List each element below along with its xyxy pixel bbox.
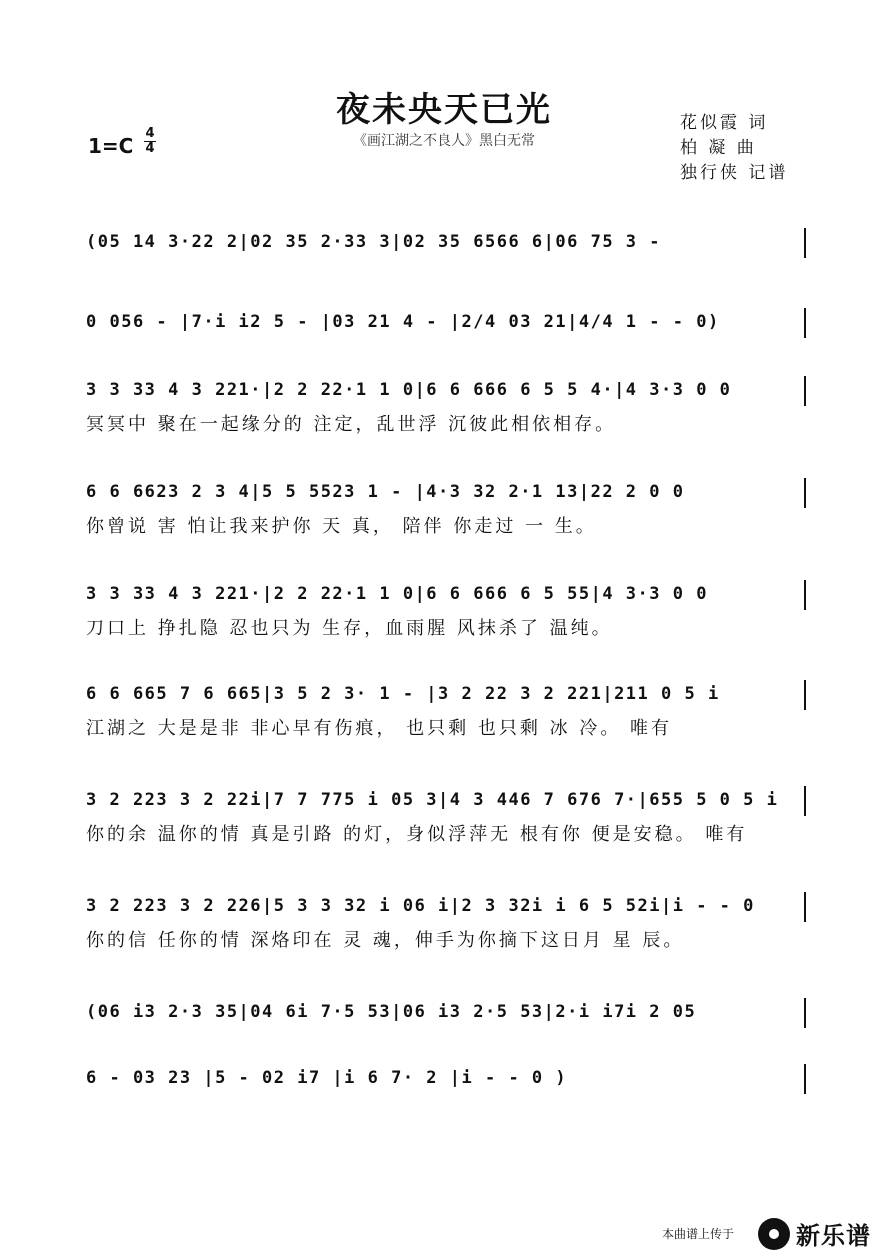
time-signature-bottom: 4 — [145, 141, 155, 156]
notation-line: 3 3 33 4 3 221·|2 2 22·1 1 0|6 6 666 6 5 55|4 3·3 0 0 — [86, 584, 708, 604]
site-name: 新乐谱 — [796, 1222, 871, 1250]
notation-line: 6 6 665 7 6 665|3 5 2 3· 1 - |3 2 22 3 2 221|211 0 5 i — [86, 684, 720, 704]
notation-line: 3 3 33 4 3 221·|2 2 22·1 1 0|6 6 666 6 5 5 4·|4 3·3 0 0 — [86, 380, 732, 400]
lyrics-line: 你的信 任你的情 深烙印在 灵 魂，伸手为你摘下这日月 星 辰。 — [86, 930, 685, 951]
credit-transcriber: 独行侠 记谱 — [680, 163, 789, 183]
lyrics-line: 江湖之 大是是非 非心早有伤痕， 也只剩 也只剩 冰 冷。 唯有 — [86, 718, 673, 739]
page-subtitle: 《画江湖之不良人》黑白无常 — [353, 133, 535, 149]
barline — [804, 892, 806, 922]
key-signature: 1=C — [88, 134, 134, 158]
lyrics-line: 你曾说 害 怕让我来护你 天 真， 陪伴 你走过 一 生。 — [86, 516, 597, 537]
notation-line: 3 2 223 3 2 22i|7 7 775 i 05 3|4 3 446 7 676 7·|655 5 0 5 i — [86, 790, 779, 810]
page-title: 夜未央天已光 — [336, 90, 552, 130]
barline — [804, 998, 806, 1028]
barline — [804, 786, 806, 816]
barline — [804, 580, 806, 610]
notation-line: 6 - 03 23 |5 - 02 i7 |i 6 7· 2 |i - - 0 ) — [86, 1068, 568, 1088]
lyrics-line: 冥冥中 聚在一起缘分的 注定，乱世浮 沉彼此相依相存。 — [86, 414, 617, 435]
barline — [804, 228, 806, 258]
notation-line: (06 i3 2·3 35|04 6i 7·5 53|06 i3 2·5 53|2·i i7i 2 05 — [86, 1002, 697, 1022]
barline — [804, 1064, 806, 1094]
credit-lyricist: 花似霞 词 — [680, 113, 769, 133]
notation-line: 0 056 - |7·i i2 5 - |03 21 4 - |2/4 03 21|4/4 1 - - 0) — [86, 312, 720, 332]
vinyl-record-icon — [758, 1218, 790, 1250]
credit-composer: 柏 凝 曲 — [680, 138, 757, 158]
notation-line: 3 2 223 3 2 226|5 3 3 32 i 06 i|2 3 32i i 6 5 52i|i - - 0 — [86, 896, 755, 916]
barline — [804, 308, 806, 338]
time-signature-top: 4 — [145, 126, 155, 141]
notation-line: 6 6 6623 2 3 4|5 5 5523 1 - |4·3 32 2·1 13|22 2 0 0 — [86, 482, 685, 502]
time-signature — [144, 127, 156, 156]
site-logo[interactable] — [758, 1216, 871, 1251]
barline — [804, 478, 806, 508]
lyrics-line: 刀口上 挣扎隐 忍也只为 生存，血雨腥 风抹杀了 温纯。 — [86, 618, 613, 639]
barline — [804, 376, 806, 406]
lyrics-line: 你的余 温你的情 真是引路 的灯，身似浮萍无 根有你 便是安稳。 唯有 — [86, 824, 748, 845]
barline — [804, 680, 806, 710]
footer-upload-text: 本曲谱上传于 — [662, 1227, 735, 1241]
notation-line: (05 14 3·22 2|02 35 2·33 3|02 35 6566 6|06 75 3 - — [86, 232, 662, 252]
